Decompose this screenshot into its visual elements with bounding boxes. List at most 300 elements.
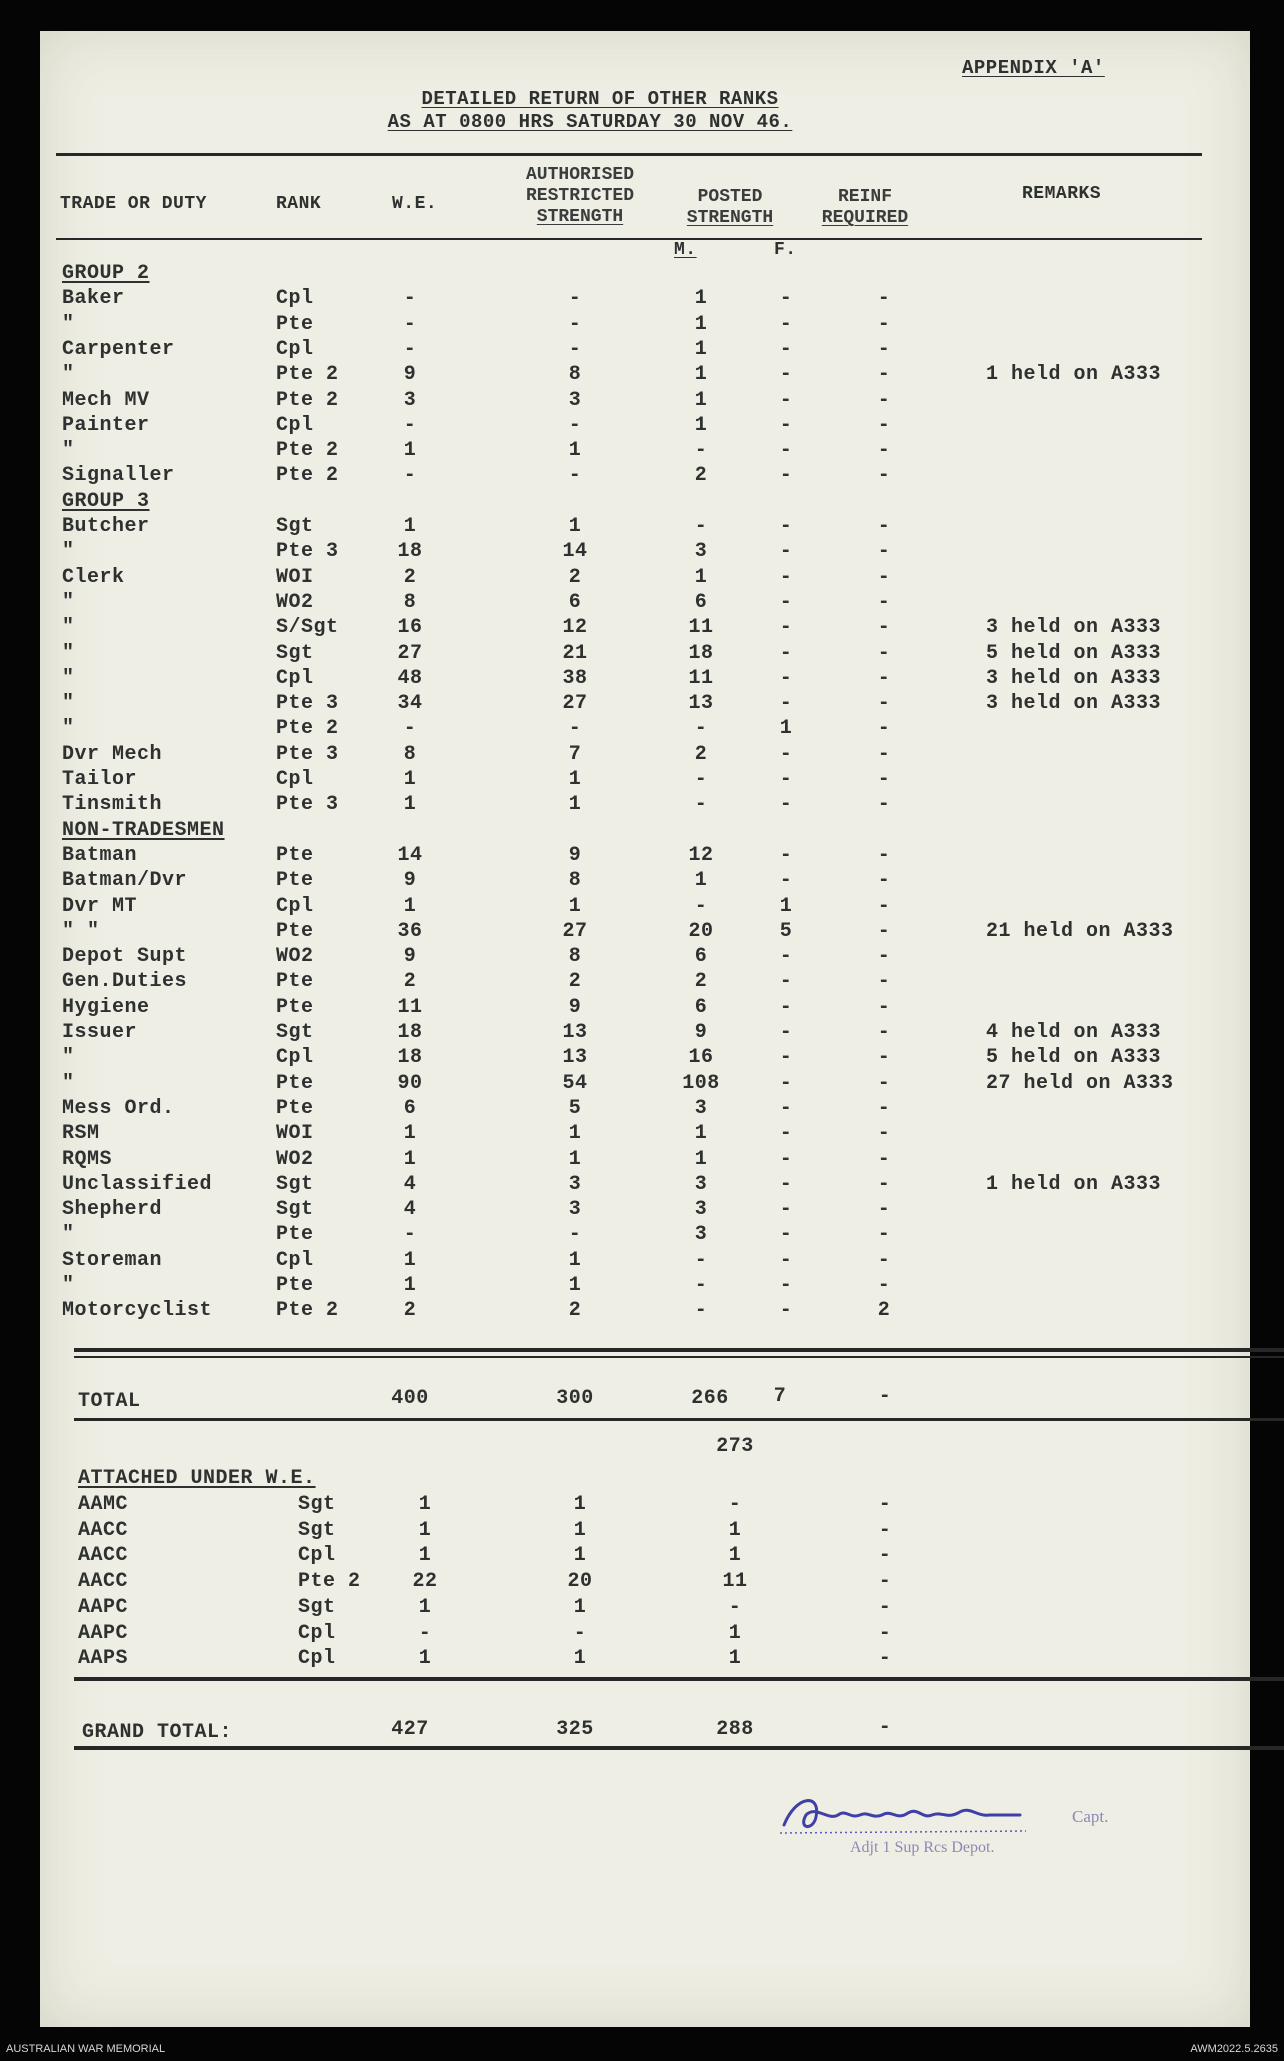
row-auth-cell: 9 (568, 844, 582, 867)
row-trade-cell: " (62, 1072, 75, 1095)
row-we-cell: - (403, 313, 417, 336)
row-f-cell: - (779, 566, 793, 589)
row-f-cell: - (779, 591, 793, 614)
attached-auth-cell: 20 (567, 1570, 593, 1593)
attached-we-cell: 1 (418, 1647, 432, 1670)
header-we: W.E. (392, 194, 438, 214)
row-f-cell: - (779, 793, 793, 816)
row-rank-cell: Pte (276, 920, 314, 943)
row-rank-cell: Sgt (276, 642, 314, 665)
row-f-cell: - (779, 970, 793, 993)
attached-reinf-cell: - (878, 1493, 892, 1516)
row-reinf-cell: - (877, 844, 891, 867)
row-we-cell: 1 (403, 1122, 417, 1145)
row-we-cell: 48 (397, 667, 423, 690)
row-m-cell: 3 (694, 1173, 708, 1196)
row-rank-cell: Sgt (276, 1198, 314, 1221)
row-f-cell: - (779, 313, 793, 336)
row-we-cell: 1 (403, 768, 417, 791)
row-reinf-cell: - (877, 717, 891, 740)
row-m-cell: 1 (694, 1148, 708, 1171)
row-we-cell: - (403, 1223, 417, 1246)
row-f-cell: - (779, 844, 793, 867)
row-m-cell: 3 (694, 1198, 708, 1221)
row-reinf-cell: - (877, 515, 891, 538)
row-we-cell: 6 (403, 1097, 417, 1120)
row-trade-cell: Motorcyclist (62, 1299, 213, 1322)
row-m-cell: 2 (694, 464, 708, 487)
row-auth-cell: 6 (568, 591, 582, 614)
row-rank-cell: Pte 2 (276, 717, 339, 740)
row-rank-cell: Sgt (276, 1173, 314, 1196)
attached-m-cell: 11 (722, 1570, 748, 1593)
row-auth-cell: 21 (562, 642, 588, 665)
row-we-cell: 90 (397, 1072, 423, 1095)
row-reinf-cell: - (877, 313, 891, 336)
attached-rank-cell: Pte 2 (298, 1570, 361, 1593)
row-we-cell: - (403, 414, 417, 437)
row-m-cell: 12 (688, 844, 714, 867)
row-we-cell: 1 (403, 1274, 417, 1297)
row-we-cell: 9 (403, 363, 417, 386)
attached-unit-cell: AAPC (78, 1596, 129, 1619)
row-f-cell: - (779, 616, 793, 639)
row-m-cell: 1 (694, 287, 708, 310)
header-male: M. (674, 240, 697, 260)
row-reinf-cell: - (877, 464, 891, 487)
row-auth-cell: 1 (568, 895, 582, 918)
row-trade-cell: Unclassified (62, 1173, 213, 1196)
row-reinf-cell: - (877, 1274, 891, 1297)
row-reinf-cell: - (877, 363, 891, 386)
row-we-cell: 8 (403, 591, 417, 614)
row-trade-cell: Clerk (62, 566, 125, 589)
row-f-cell: - (779, 743, 793, 766)
row-reinf-cell: - (877, 692, 891, 715)
row-we-cell: 1 (403, 1249, 417, 1272)
row-trade-cell: RQMS (62, 1148, 113, 1171)
row-trade-cell: " (62, 540, 75, 563)
row-f-cell: - (779, 1122, 793, 1145)
row-remarks-cell: 1 held on A333 (986, 1173, 1162, 1196)
header-reinf (800, 187, 930, 229)
row-rank-cell: Pte 2 (276, 389, 339, 412)
row-rank-cell: Sgt (276, 1021, 314, 1044)
attached-rank-cell: Cpl (298, 1647, 336, 1670)
attached-we-cell: - (418, 1622, 432, 1645)
row-f-cell: - (779, 439, 793, 462)
row-auth-cell: 8 (568, 869, 582, 892)
row-trade-cell: " (62, 692, 75, 715)
attached-auth-cell: 1 (573, 1647, 587, 1670)
row-f-cell: - (779, 1148, 793, 1171)
row-reinf-cell: - (877, 970, 891, 993)
row-f-cell: - (779, 363, 793, 386)
row-m-cell: 18 (688, 642, 714, 665)
row-we-cell: 3 (403, 389, 417, 412)
row-reinf-cell: - (877, 414, 891, 437)
row-trade-cell: " (62, 313, 75, 336)
header-posted-line-1: POSTED (697, 187, 763, 207)
row-we-cell: 36 (397, 920, 423, 943)
row-trade-cell: " " (62, 920, 100, 943)
row-we-cell: 1 (403, 895, 417, 918)
row-auth-cell: 1 (568, 439, 582, 462)
row-rank-cell: WO2 (276, 945, 314, 968)
total-reinf: - (878, 1385, 892, 1408)
grand-total-reinf: - (878, 1716, 892, 1739)
row-auth-cell: 1 (568, 1122, 582, 1145)
row-rank-cell: WOI (276, 1122, 314, 1145)
row-trade-cell: Mess Ord. (62, 1097, 175, 1120)
row-rank-cell: Pte (276, 313, 314, 336)
attached-we-cell: 1 (418, 1544, 432, 1567)
row-trade-cell: Tailor (62, 768, 138, 791)
row-m-cell: 108 (682, 1072, 720, 1095)
row-reinf-cell: - (877, 1046, 891, 1069)
row-remarks-cell: 3 held on A333 (986, 667, 1162, 690)
row-auth-cell: 54 (562, 1072, 588, 1095)
row-auth-cell: 13 (562, 1046, 588, 1069)
signature-mark (776, 1785, 1096, 1845)
row-f-cell: - (779, 287, 793, 310)
row-m-cell: - (694, 717, 708, 740)
row-reinf-cell: - (877, 616, 891, 639)
row-m-cell: 13 (688, 692, 714, 715)
row-f-cell: - (779, 1021, 793, 1044)
title-line-2: AS AT 0800 HRS SATURDAY 30 NOV 46. (387, 111, 793, 133)
row-we-cell: 9 (403, 945, 417, 968)
grand-total-we: 427 (391, 1718, 429, 1741)
row-reinf-cell: - (877, 1072, 891, 1095)
attached-m-cell: - (728, 1596, 742, 1619)
row-m-cell: 3 (694, 540, 708, 563)
row-f-cell: - (779, 996, 793, 1019)
row-reinf-cell: - (877, 793, 891, 816)
row-reinf-cell: - (877, 1021, 891, 1044)
row-m-cell: 11 (688, 667, 714, 690)
row-f-cell: - (779, 945, 793, 968)
attached-auth-cell: - (573, 1622, 587, 1645)
stamp-appointment: Adjt 1 Sup Rcs Depot. (850, 1839, 995, 1856)
row-trade-cell: Carpenter (62, 338, 175, 361)
group-heading: NON-TRADESMEN (62, 819, 225, 842)
row-we-cell: 14 (397, 844, 423, 867)
document-page (40, 31, 1250, 2027)
row-reinf-cell: - (877, 642, 891, 665)
row-auth-cell: 1 (568, 1274, 582, 1297)
row-f-cell: - (779, 768, 793, 791)
row-f-cell: - (779, 515, 793, 538)
row-trade-cell: " (62, 616, 75, 639)
row-trade-cell: Dvr Mech (62, 743, 163, 766)
row-auth-cell: 2 (568, 1299, 582, 1322)
header-posted (660, 187, 800, 229)
row-m-cell: 1 (694, 389, 708, 412)
attached-reinf-cell: - (878, 1596, 892, 1619)
header-reinf-line-1: REINF (837, 187, 892, 207)
attached-m-cell: - (728, 1493, 742, 1516)
attached-rank-cell: Cpl (298, 1544, 336, 1567)
grand-total-bottom-rule (74, 1746, 1284, 1750)
row-rank-cell: Cpl (276, 287, 314, 310)
attached-m-cell: 1 (728, 1647, 742, 1670)
row-reinf-cell: - (877, 1223, 891, 1246)
row-trade-cell: RSM (62, 1122, 100, 1145)
row-m-cell: - (694, 515, 708, 538)
row-reinf-cell: - (877, 1122, 891, 1145)
row-trade-cell: Shepherd (62, 1198, 163, 1221)
row-auth-cell: 7 (568, 743, 582, 766)
header-auth-line-1: AUTHORISED (525, 165, 635, 185)
row-trade-cell: " (62, 642, 75, 665)
row-rank-cell: Pte 3 (276, 793, 339, 816)
row-m-cell: 2 (694, 743, 708, 766)
row-reinf-cell: - (877, 945, 891, 968)
row-f-cell: 1 (779, 895, 793, 918)
row-reinf-cell: - (877, 743, 891, 766)
row-reinf-cell: - (877, 287, 891, 310)
row-auth-cell: - (568, 464, 582, 487)
row-rank-cell: Pte 3 (276, 743, 339, 766)
row-rank-cell: Sgt (276, 515, 314, 538)
row-f-cell: - (779, 692, 793, 715)
row-m-cell: 1 (694, 338, 708, 361)
row-rank-cell: S/Sgt (276, 616, 339, 639)
attached-we-cell: 1 (418, 1596, 432, 1619)
row-trade-cell: Storeman (62, 1249, 163, 1272)
attached-unit-cell: AAPS (78, 1647, 129, 1670)
row-rank-cell: Pte 2 (276, 363, 339, 386)
row-f-cell: - (779, 540, 793, 563)
total-we: 400 (391, 1387, 429, 1410)
row-auth-cell: 3 (568, 389, 582, 412)
footer-right: AWM2022.5.2635 (1190, 2043, 1278, 2055)
row-reinf-cell: - (877, 1173, 891, 1196)
row-auth-cell: 27 (562, 920, 588, 943)
row-auth-cell: - (568, 338, 582, 361)
row-rank-cell: Pte (276, 970, 314, 993)
row-trade-cell: " (62, 591, 75, 614)
row-f-cell: - (779, 1072, 793, 1095)
row-rank-cell: Pte 3 (276, 692, 339, 715)
attached-unit-cell: AACC (78, 1519, 129, 1542)
row-we-cell: 4 (403, 1173, 417, 1196)
row-auth-cell: 5 (568, 1097, 582, 1120)
row-f-cell: - (779, 1274, 793, 1297)
row-trade-cell: Gen.Duties (62, 970, 188, 993)
row-auth-cell: 8 (568, 945, 582, 968)
row-auth-cell: 3 (568, 1198, 582, 1221)
row-remarks-cell: 27 held on A333 (986, 1072, 1174, 1095)
attached-we-cell: 1 (418, 1519, 432, 1542)
header-auth-line-3: STRENGTH (536, 207, 624, 227)
row-rank-cell: Pte (276, 1072, 314, 1095)
attached-m-cell: 1 (728, 1622, 742, 1645)
row-f-cell: 5 (779, 920, 793, 943)
row-f-cell: - (779, 1223, 793, 1246)
row-m-cell: 6 (694, 996, 708, 1019)
row-auth-cell: 1 (568, 1148, 582, 1171)
row-rank-cell: Pte (276, 1097, 314, 1120)
row-m-cell: - (694, 895, 708, 918)
row-trade-cell: Batman (62, 844, 138, 867)
row-auth-cell: - (568, 414, 582, 437)
row-auth-cell: 8 (568, 363, 582, 386)
row-auth-cell: - (568, 717, 582, 740)
total-top-rule-2 (74, 1356, 1284, 1358)
row-we-cell: - (403, 717, 417, 740)
row-m-cell: - (694, 768, 708, 791)
appendix-label: APPENDIX 'A' (962, 57, 1105, 79)
row-remarks-cell: 3 held on A333 (986, 616, 1162, 639)
grand-total-male: 288 (716, 1718, 754, 1741)
total-female: 7 (773, 1385, 787, 1408)
row-f-cell: - (779, 1173, 793, 1196)
row-remarks-cell: 3 held on A333 (986, 692, 1162, 715)
row-f-cell: - (779, 1046, 793, 1069)
row-remarks-cell: 4 held on A333 (986, 1021, 1162, 1044)
row-trade-cell: Issuer (62, 1021, 138, 1044)
row-auth-cell: - (568, 287, 582, 310)
row-rank-cell: WO2 (276, 591, 314, 614)
header-reinf-line-2: REQUIRED (821, 208, 909, 228)
row-m-cell: - (694, 439, 708, 462)
attached-unit-cell: AAPC (78, 1622, 129, 1645)
attached-m-cell: 1 (728, 1544, 742, 1567)
attached-reinf-cell: - (878, 1519, 892, 1542)
row-remarks-cell: 5 held on A333 (986, 1046, 1162, 1069)
row-m-cell: - (694, 1249, 708, 1272)
row-f-cell: - (779, 1198, 793, 1221)
row-we-cell: 18 (397, 1046, 423, 1069)
row-auth-cell: 1 (568, 1249, 582, 1272)
row-m-cell: 3 (694, 1097, 708, 1120)
row-f-cell: - (779, 389, 793, 412)
row-rank-cell: Cpl (276, 768, 314, 791)
row-auth-cell: - (568, 313, 582, 336)
row-we-cell: - (403, 338, 417, 361)
row-rank-cell: WO2 (276, 1148, 314, 1171)
header-rank: RANK (276, 194, 322, 214)
row-trade-cell: " (62, 717, 75, 740)
row-trade-cell: Signaller (62, 464, 175, 487)
row-we-cell: 4 (403, 1198, 417, 1221)
attached-rank-cell: Cpl (298, 1622, 336, 1645)
row-rank-cell: Pte 2 (276, 439, 339, 462)
attached-rank-cell: Sgt (298, 1493, 336, 1516)
row-f-cell: - (779, 338, 793, 361)
row-reinf-cell: - (877, 920, 891, 943)
row-we-cell: 8 (403, 743, 417, 766)
row-m-cell: 1 (694, 414, 708, 437)
row-trade-cell: Butcher (62, 515, 150, 538)
attached-we-cell: 22 (412, 1570, 438, 1593)
row-rank-cell: Pte (276, 1223, 314, 1246)
row-m-cell: - (694, 1274, 708, 1297)
row-reinf-cell: - (877, 996, 891, 1019)
attached-we-cell: 1 (418, 1493, 432, 1516)
row-m-cell: 2 (694, 970, 708, 993)
attached-title: ATTACHED UNDER W.E. (78, 1467, 316, 1490)
row-reinf-cell: - (877, 1198, 891, 1221)
row-reinf-cell: - (877, 389, 891, 412)
row-trade-cell: Painter (62, 414, 150, 437)
row-we-cell: 34 (397, 692, 423, 715)
row-reinf-cell: - (877, 540, 891, 563)
header-authorised (490, 165, 670, 228)
row-reinf-cell: - (877, 1148, 891, 1171)
row-auth-cell: 2 (568, 566, 582, 589)
row-m-cell: 16 (688, 1046, 714, 1069)
row-rank-cell: Pte 3 (276, 540, 339, 563)
row-f-cell: - (779, 1249, 793, 1272)
row-we-cell: 2 (403, 970, 417, 993)
row-we-cell: 1 (403, 515, 417, 538)
row-we-cell: 11 (397, 996, 423, 1019)
header-bottom-rule (56, 238, 1202, 240)
row-m-cell: 9 (694, 1021, 708, 1044)
footer-left: AUSTRALIAN WAR MEMORIAL (6, 2043, 166, 2055)
row-m-cell: - (694, 1299, 708, 1322)
row-we-cell: 1 (403, 793, 417, 816)
row-m-cell: 1 (694, 363, 708, 386)
row-rank-cell: Pte 2 (276, 1299, 339, 1322)
row-trade-cell: " (62, 363, 75, 386)
row-m-cell: 11 (688, 616, 714, 639)
row-trade-cell: " (62, 1223, 75, 1246)
header-auth-line-2: RESTRICTED (525, 186, 635, 206)
total-combined: 273 (716, 1435, 754, 1458)
attached-rank-cell: Sgt (298, 1519, 336, 1542)
row-reinf-cell: - (877, 895, 891, 918)
title-line-1: DETAILED RETURN OF OTHER RANKS (421, 88, 779, 110)
row-auth-cell: 13 (562, 1021, 588, 1044)
row-rank-cell: WOI (276, 566, 314, 589)
row-reinf-cell: - (877, 768, 891, 791)
group-heading: GROUP 2 (62, 262, 150, 285)
attached-unit-cell: AAMC (78, 1493, 129, 1516)
row-we-cell: 1 (403, 1148, 417, 1171)
row-rank-cell: Pte (276, 869, 314, 892)
attached-m-cell: 1 (728, 1519, 742, 1542)
row-reinf-cell: - (877, 566, 891, 589)
row-remarks-cell: 5 held on A333 (986, 642, 1162, 665)
row-reinf-cell: - (877, 591, 891, 614)
total-auth: 300 (556, 1387, 594, 1410)
row-rank-cell: Cpl (276, 667, 314, 690)
signature-rank: Capt. (1072, 1807, 1109, 1826)
row-reinf-cell: - (877, 439, 891, 462)
row-f-cell: - (779, 464, 793, 487)
header-female: F. (774, 240, 797, 260)
row-reinf-cell: - (877, 869, 891, 892)
row-remarks-cell: 1 held on A333 (986, 363, 1162, 386)
attached-reinf-cell: - (878, 1622, 892, 1645)
grand-total-auth: 325 (556, 1718, 594, 1741)
row-m-cell: 3 (694, 1223, 708, 1246)
row-auth-cell: 12 (562, 616, 588, 639)
attached-rank-cell: Sgt (298, 1596, 336, 1619)
attached-unit-cell: AACC (78, 1544, 129, 1567)
row-m-cell: 1 (694, 566, 708, 589)
header-trade: TRADE OR DUTY (60, 194, 207, 214)
row-trade-cell: " (62, 439, 75, 462)
row-reinf-cell: - (877, 1097, 891, 1120)
row-m-cell: 1 (694, 1122, 708, 1145)
row-we-cell: 27 (397, 642, 423, 665)
row-auth-cell: 3 (568, 1173, 582, 1196)
